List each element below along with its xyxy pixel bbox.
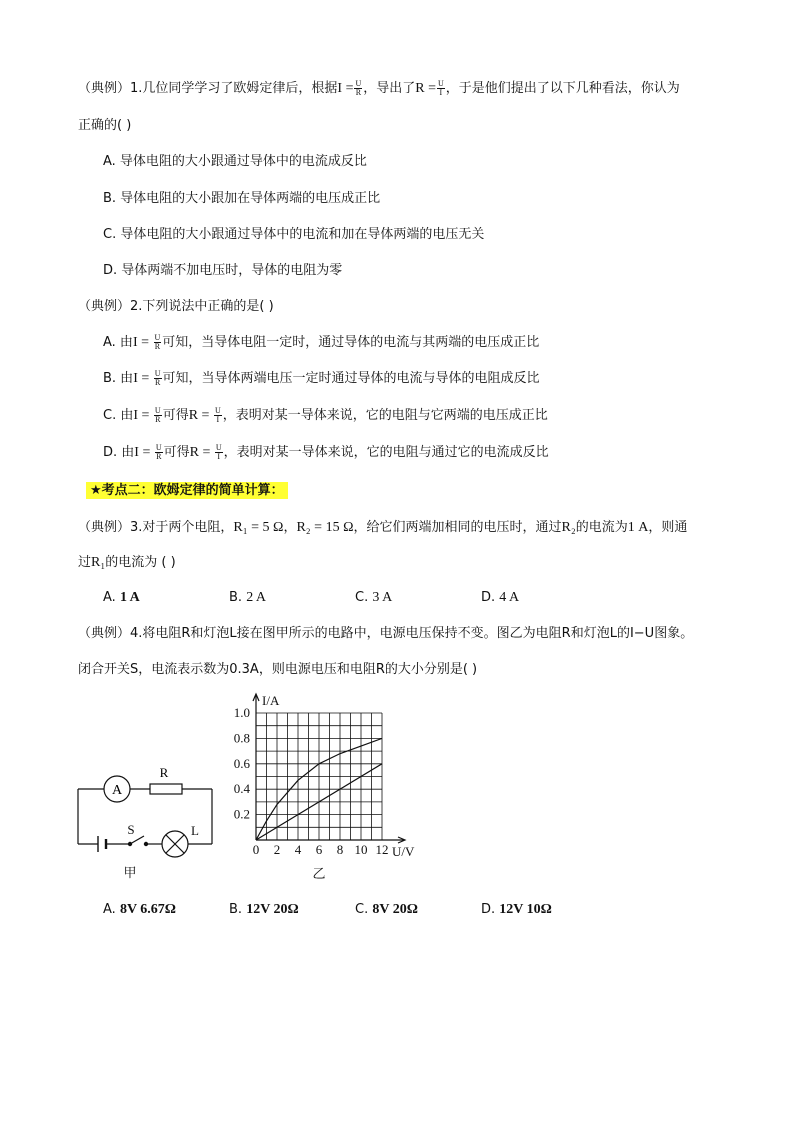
iu-chart [228,690,428,890]
switch-symbol [127,822,147,846]
chart-tick-labels [234,705,389,857]
q3-option-c-letter: C. [355,590,369,605]
chart-caption: 乙 [312,867,326,882]
q4-option-d-value: 12V 10Ω [499,902,552,917]
y-tick-label: 1.0 [233,705,250,720]
ammeter-label: A [111,783,123,798]
fraction-u-over-r: $\frac{U}{R}$ [355,79,362,97]
q3-p3: 的电流为 [575,520,628,535]
q1-stem [78,79,680,99]
q2-b-pre: B. 由 [103,371,134,386]
y-tick-label: 0.4 [233,781,250,797]
lamp-symbol [162,823,199,857]
q3-line2r: R₁ [91,555,106,570]
q3-option-c-value: 3 A [372,590,393,605]
circuit-diagram [70,755,220,885]
q3-option-d-value: 4 A [499,590,520,605]
chart-x-axis-label: U/V [392,844,415,859]
q1-mid: ，导出了 [363,81,416,96]
x-tick-label: 6 [315,842,323,857]
q1-suffix: ，于是他们提出了以下几种看法，你认为 [445,81,680,96]
x-tick-label: 0 [252,842,260,857]
q1-stem-line2: 正确的( ) [78,118,132,133]
resistor-label: R [159,765,169,780]
q3-stem: （典例）3.对于两个电阻，R₁ = 5 Ω，R₂ = 15 Ω，给它们两端加相同的电压时，通过R₂的电流为1 A，则通 [78,520,688,535]
q4-option-d-letter: D. [481,902,496,917]
q2-option-b[interactable]: B. 由I = $\frac{U}{R}$ 可知，当导体两端电压一定时通过导体的电流与导体的电阻成反比 [103,369,540,387]
q3-option-a-value: 1 A [119,590,140,605]
q3-stem-line2 [78,553,176,573]
q3-option-c[interactable] [355,588,392,608]
q2-d-mid: 可得 [163,445,190,460]
x-tick-label: 10 [354,842,368,857]
lamp-label: L [191,823,199,838]
q4-option-c-letter: C. [355,902,369,917]
q2-option-a[interactable]: A. 由I = $\frac{U}{R}$ 可知，当导体电阻一定时，通过导体的电流与其两端的电压成正比 [103,333,540,351]
q3-option-b-letter: B. [229,590,243,605]
q4-option-b[interactable] [229,900,299,920]
q4-option-c-value: 8V 20Ω [372,902,418,917]
q2-c-post: ，表明对某一导体来说，它的电阻与它两端的电压成正比 [222,408,548,423]
q3-p2: ，给它们两端加相同的电压时，通过 [353,520,562,535]
q4-option-a[interactable] [103,900,176,920]
chart-y-axis-label: I/A [262,693,280,708]
q2-c-mid: 可得 [162,408,189,423]
q4-option-d[interactable] [481,900,552,920]
switch-label: S [127,822,135,837]
q1-option-c[interactable]: C. 导体电阻的大小跟通过导体中的电流和加在导体两端的电压无关 [103,227,485,242]
resistor-symbol [150,765,182,794]
x-tick-label: 12 [375,842,389,857]
q4-option-a-value: 8V 6.67Ω [119,902,177,917]
q1-option-a[interactable]: A. 导体电阻的大小跟通过导体中的电流成反比 [103,154,367,169]
q3-option-d[interactable] [481,588,519,608]
section-heading-text: ★考点二：欧姆定律的简单计算： [86,482,288,499]
q4-option-b-value: 12V 20Ω [246,902,299,917]
q3-option-b[interactable] [229,588,266,608]
q4-option-c[interactable] [355,900,418,920]
q2-a-pre: A. 由 [103,335,133,350]
chart-grid [256,713,382,840]
y-tick-label: 0.6 [233,755,250,771]
q3-option-b-value: 2 A [246,590,267,605]
x-tick-label: 8 [336,842,344,857]
y-tick-label: 0.2 [233,806,250,822]
x-tick-label: 2 [273,842,281,857]
q2-d-post: ，表明对某一导体来说，它的电阻与通过它的电流成反比 [223,445,549,460]
q3-p4: ，则通 [648,520,688,535]
y-tick-label: 0.8 [233,730,250,746]
q3-option-d-letter: D. [481,590,496,605]
q3-r1: R₁ = 5 Ω [233,520,284,535]
q1-prefix: （典例）1.几位同学学习了欧姆定律后，根据 [78,81,338,96]
q2-a-post: 可知，当导体电阻一定时，通过导体的电流与其两端的电压成正比 [162,335,540,350]
circuit-caption: 甲 [123,866,137,881]
q3-r2b: R₂ [561,520,576,535]
battery-symbol [98,836,106,852]
q2-c-pre: C. 由 [103,408,134,423]
q2-d-pre: D. 由 [103,445,135,460]
q3-current: 1 A [627,520,649,535]
q3-r2: R₂ = 15 Ω [296,520,354,535]
q2-b-post: 可知，当导体两端电压一定时通过导体的电流与导体的电阻成反比 [162,371,540,386]
q4-stem: （典例）4.将电阻R和灯泡L接在图甲所示的电路中，电源电压保持不变。图乙为电阻R和灯泡L的I−U图象。 [78,626,694,641]
fraction-u-over-i: $\frac{U}{I}$ [438,79,444,97]
q4-option-a-letter: A. [103,902,116,917]
x-tick-label: 4 [294,842,302,857]
q3-p1: （典例）3.对于两个电阻， [78,520,234,535]
q3-line2a: 过 [78,555,92,570]
q1-formula-i: I = [337,81,354,96]
ammeter-symbol [104,776,130,802]
q4-option-b-letter: B. [229,902,243,917]
q1-formula-r: R = [415,81,436,96]
q3-option-a[interactable] [103,588,140,608]
q1-option-d[interactable]: D. 导体两端不加电压时，导体的电阻为零 [103,263,343,278]
section-heading [86,481,288,501]
q3-line2b: 的电流为 ( ) [105,555,176,570]
q2-option-c[interactable]: C. 由I = $\frac{U}{R}$ 可得R = $\frac{U}{I}$ ，表明对某一导体来说，它的电阻与它两端的电压成正比 [103,406,548,424]
q2-stem: （典例）2.下列说法中正确的是( ) [78,299,274,314]
q2-option-d[interactable]: D. 由I = $\frac{U}{R}$ 可得R = $\frac{U}{I}$ ，表明对某一导体来说，它的电阻与通过它的电流成反比 [103,443,549,461]
q1-option-b[interactable]: B. 导体电阻的大小跟加在导体两端的电压成正比 [103,191,381,206]
q4-stem-line2: 闭合开关S，电流表示数为0.3A，则电源电压和电阻R的大小分别是( ) [78,662,478,677]
q3-option-a-letter: A. [103,590,116,605]
